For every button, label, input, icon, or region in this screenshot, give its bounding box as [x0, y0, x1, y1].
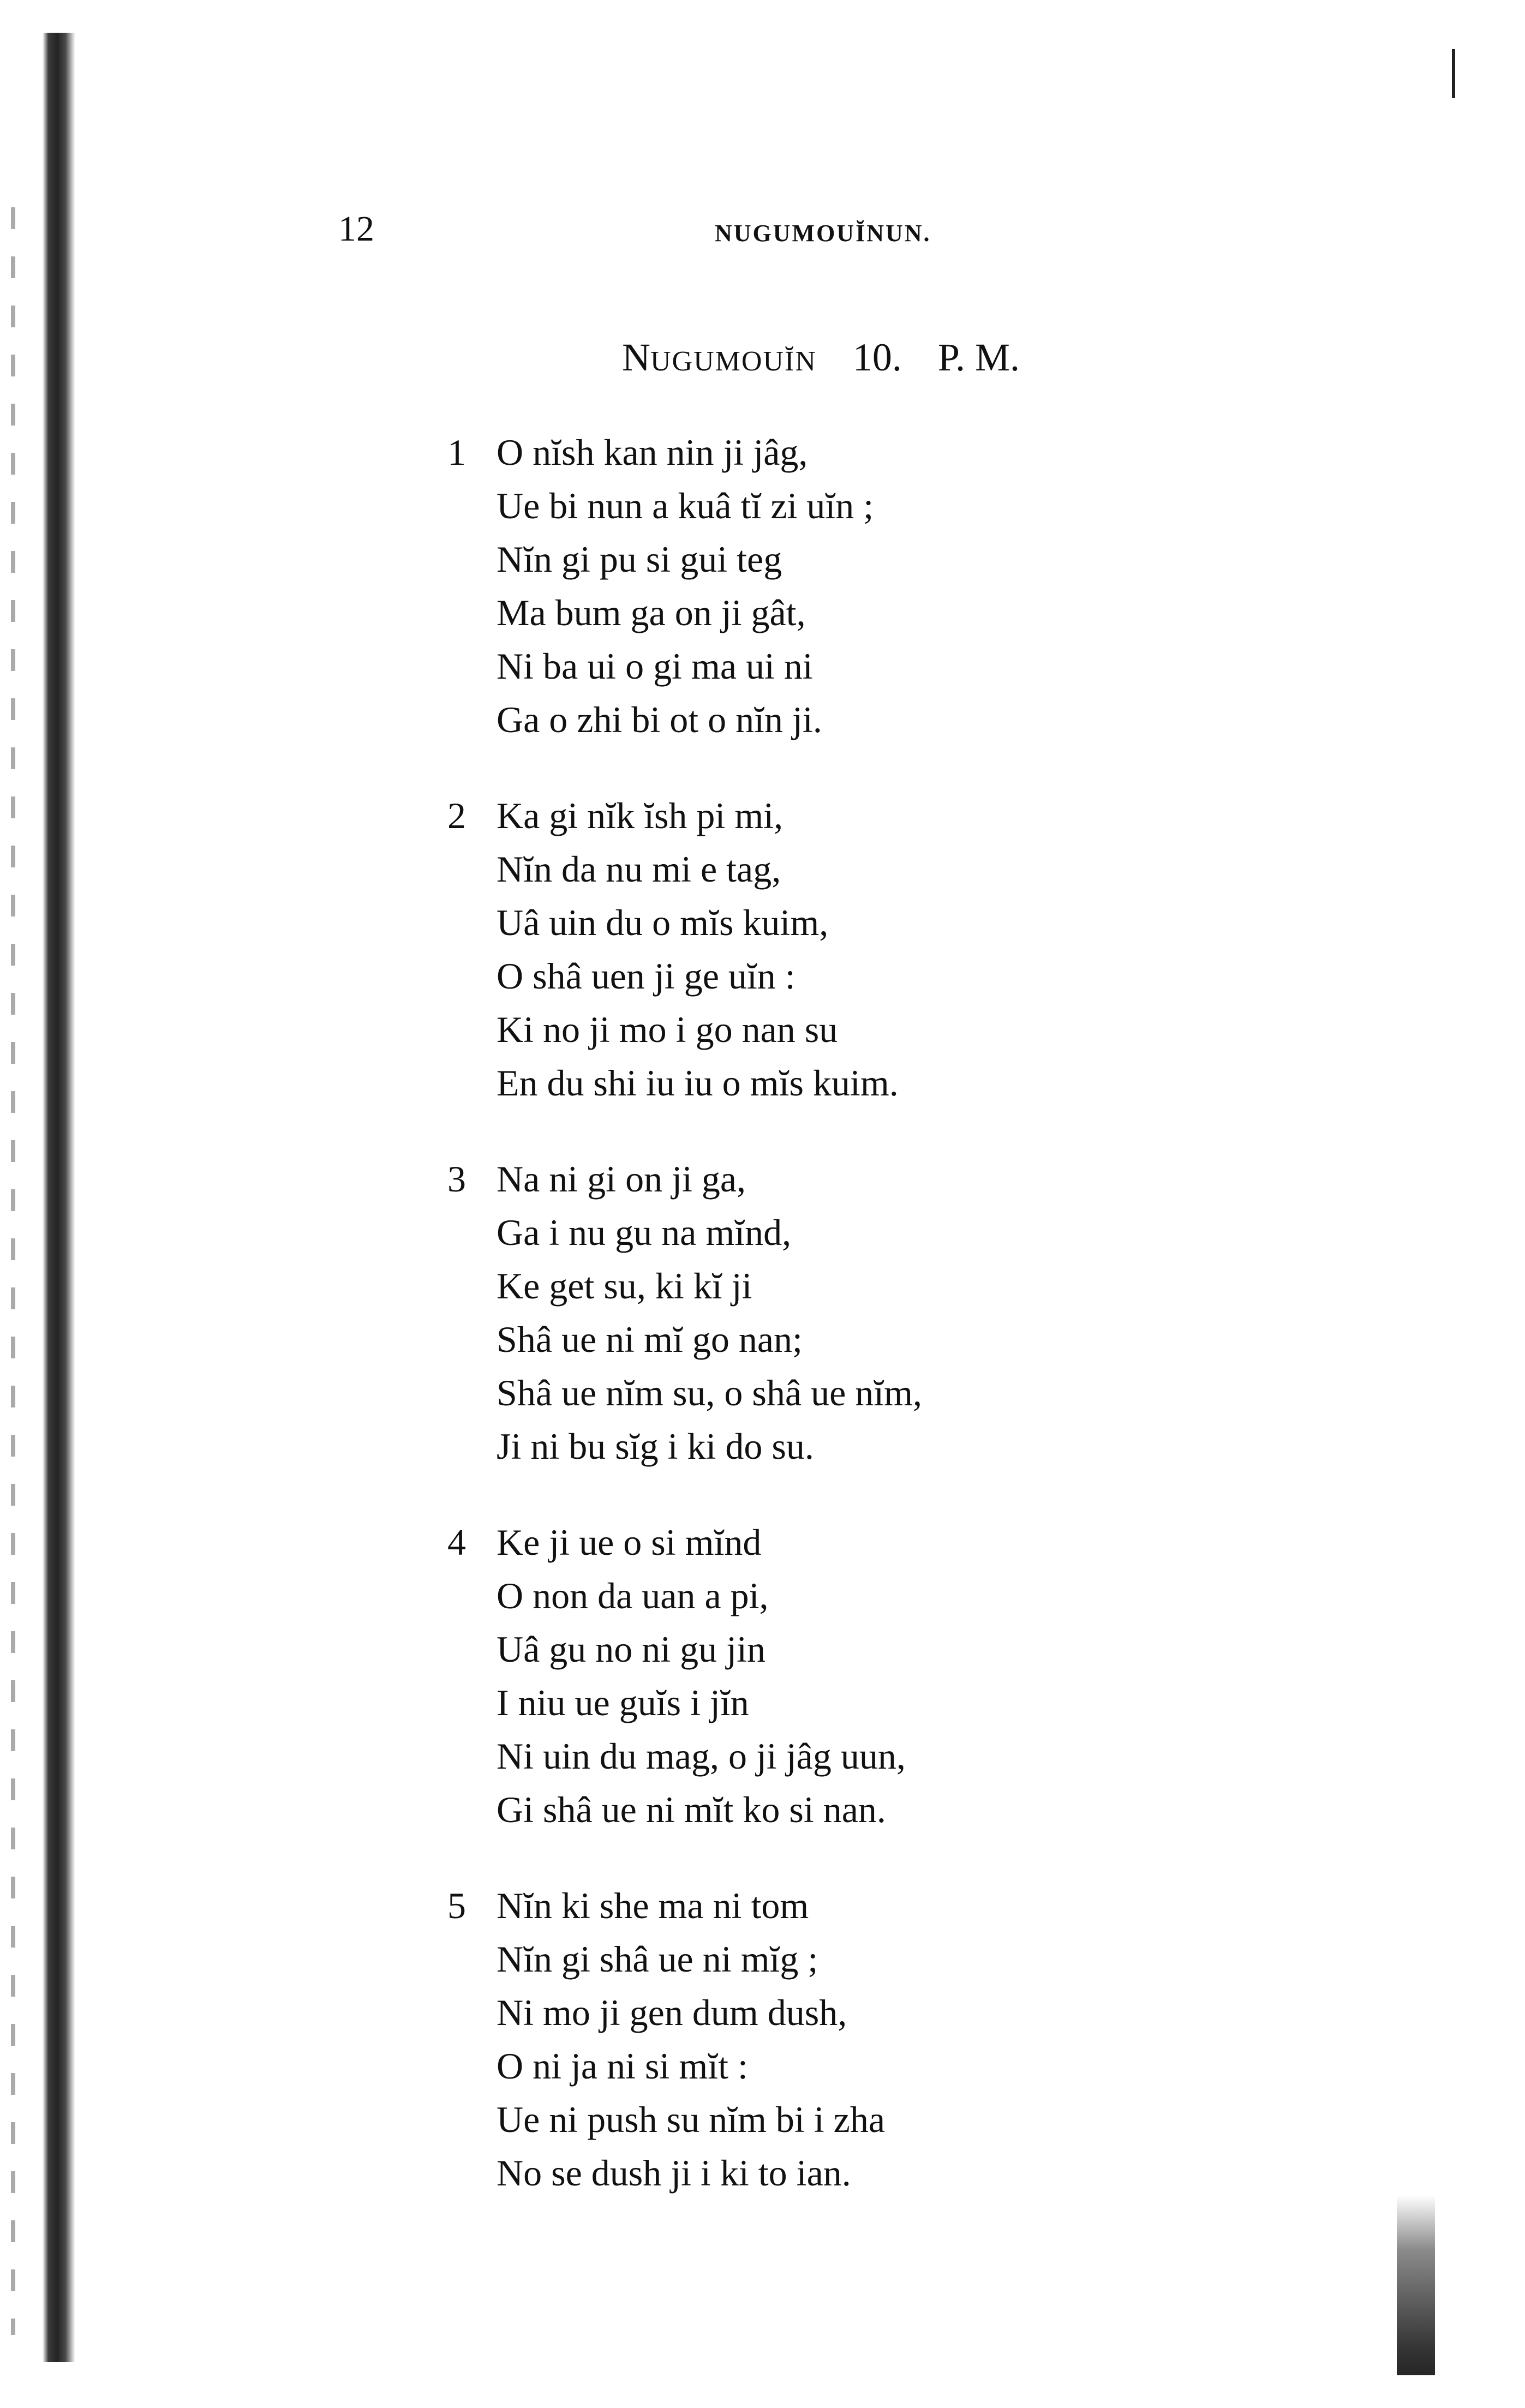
- page-header: [338, 202, 982, 262]
- verse-line: Uâ gu no ni gu jin: [497, 1628, 766, 1670]
- stanza: [447, 426, 1266, 746]
- hymn-number: 10.: [852, 336, 902, 379]
- verse-line: Uâ uin du o mĭs kuim,: [497, 902, 829, 943]
- verse-line: Nĭn da nu mi e tag,: [497, 848, 781, 890]
- stanza-lines: [497, 1516, 1266, 1836]
- stanza: [447, 1879, 1266, 2200]
- stanza-number: 1: [447, 432, 466, 473]
- stanza: [447, 1152, 1266, 1473]
- verse-line: O ni ja ni si mĭt :: [497, 2045, 748, 2087]
- hymn-stanzas: [447, 426, 1266, 2242]
- hymn-title: [622, 327, 1020, 392]
- verse-line: O nĭsh kan nin ji jâg,: [497, 432, 808, 473]
- stanza-number: 5: [447, 1885, 466, 1926]
- verse-line: Nĭn gi shâ ue ni mĭg ;: [497, 1938, 818, 1980]
- verse-line: No se dush ji i ki to ian.: [497, 2152, 851, 2194]
- verse-line: Ni uin du mag, o ji jâg uun,: [497, 1735, 906, 1777]
- verse-line: Shâ ue nĭm su, o shâ ue nĭm,: [497, 1372, 923, 1413]
- verse-line: O shâ uen ji ge uĭn :: [497, 955, 796, 997]
- scan-edge-marks: [11, 207, 15, 2335]
- hymn-title-initial: N: [622, 336, 650, 379]
- stanza: [447, 1516, 1266, 1836]
- verse-line: Ma bum ga on ji gât,: [497, 592, 806, 633]
- stanza-number: 4: [447, 1522, 466, 1563]
- scan-binding-edge: [43, 33, 75, 2362]
- verse-line: Ni mo ji gen dum dush,: [497, 1992, 847, 2033]
- verse-line: Ue bi nun a kuâ tĭ zi uĭn ;: [497, 485, 874, 526]
- verse-line: Ji ni bu sĭg i ki do su.: [497, 1425, 814, 1467]
- verse-line: Shâ ue ni mĭ go nan;: [497, 1319, 803, 1360]
- verse-line: Gi shâ ue ni mĭt ko si nan.: [497, 1789, 886, 1830]
- verse-line: Ue ni push su nĭm bi i zha: [497, 2099, 886, 2140]
- stanza-lines: [497, 1879, 1266, 2200]
- stanza-number: 3: [447, 1158, 466, 1200]
- page-number: 12: [338, 209, 374, 249]
- verse-line: Ga i nu gu na mĭnd,: [497, 1212, 792, 1253]
- verse-line: Nĭn ki she ma ni tom: [497, 1885, 809, 1926]
- stanza: [447, 789, 1266, 1110]
- verse-line: Ke get su, ki kĭ ji: [497, 1265, 752, 1307]
- verse-line: Ga o zhi bi ot o nĭn ji.: [497, 699, 822, 740]
- verse-line: Nĭn gi pu si gui teg: [497, 538, 782, 580]
- stanza-lines: [497, 789, 1266, 1110]
- running-title: NUGUMOUĬNUN.: [715, 220, 931, 247]
- scan-corner-shadow: [1397, 2195, 1435, 2375]
- verse-line: Ki no ji mo i go nan su: [497, 1009, 838, 1050]
- verse-line: Ni ba ui o gi ma ui ni: [497, 645, 813, 687]
- verse-line: Na ni gi on ji ga,: [497, 1158, 746, 1200]
- hymn-title-rest: UGUMOUĬN: [650, 346, 817, 377]
- hymn-meter: P. M.: [937, 336, 1020, 379]
- stanza-lines: [497, 426, 1266, 746]
- verse-line: Ke ji ue o si mĭnd: [497, 1522, 762, 1563]
- verse-line: I niu ue guĭs i jĭn: [497, 1682, 749, 1723]
- scan-speck: [1452, 49, 1455, 98]
- verse-line: Ka gi nĭk ĭsh pi mi,: [497, 795, 784, 836]
- stanza-number: 2: [447, 795, 466, 836]
- verse-line: En du shi iu iu o mĭs kuim.: [497, 1062, 899, 1104]
- verse-line: O non da uan a pi,: [497, 1575, 769, 1616]
- stanza-lines: [497, 1152, 1266, 1473]
